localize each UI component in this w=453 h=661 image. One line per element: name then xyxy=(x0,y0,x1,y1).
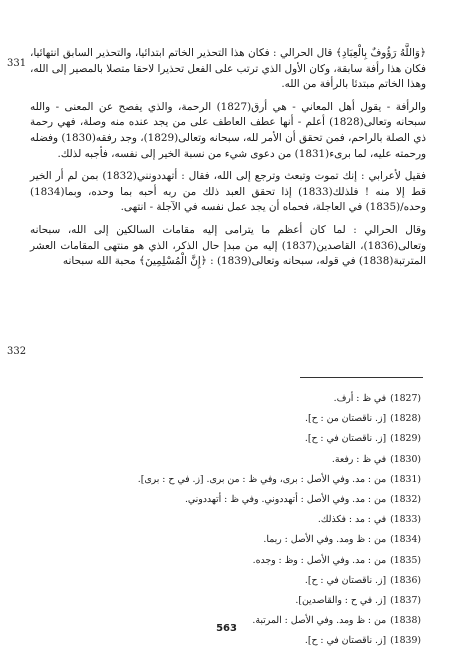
footnote-number: (1831) xyxy=(390,473,421,485)
footnote-number: (1834) xyxy=(390,534,421,546)
footnote-text: [ز. في ح : والقاصدين]. xyxy=(295,595,387,607)
footnote-1835 xyxy=(41,551,421,571)
footnote-number: (1838) xyxy=(390,615,421,627)
paragraph-1: ﴿وَاللَّهُ رَؤُوفٌ بِالْعِبَادِ﴾ قال الحرالي : فكان هذا التحذير الخاتم ابتدائيا، والتحذير السابق انتهائيا، فكان هذا رأفة سابقة، وكان الأول الذي ترتب على الفعل تحذيرا لاحقا متصلا بالمصير إلى الله، وهذا الخاتم مبتدئا بالرأفة من الله. xyxy=(30,47,426,91)
footnote-1829 xyxy=(41,429,421,449)
footnote-1831 xyxy=(41,470,421,490)
footnote-1830 xyxy=(41,450,421,470)
footnote-1836 xyxy=(41,571,421,591)
footnote-1833 xyxy=(41,510,421,530)
footnote-number: (1829) xyxy=(390,433,421,445)
footnote-text: من : ظ ومد. وفي الأصل : ربما. xyxy=(263,534,387,546)
footnote-number: (1827) xyxy=(390,393,421,404)
paragraph-3: فقيل لأعرابي : إنك تموت وتبعث وترجع إلى الله، فقال : أتهددونني(1832) بمن لم أر الخير قط إلا منه ! فلذلك(1833) إذا تحقق العبد ذلك من ربه أحبه بما وحده، وبما(1834) وحده/(1835) في العاجلة، فحماه أن يجد عمل نفسه في الآجلة - انتهى. xyxy=(30,170,426,214)
footnote-text: من : ظ ومد. وفي الأصل : المرتبة. xyxy=(252,615,387,627)
footnote-number: (1833) xyxy=(390,514,421,526)
footnote-number: (1828) xyxy=(390,413,421,425)
footnote-1837 xyxy=(41,591,421,611)
source-page-ref-top: 331 xyxy=(7,58,27,69)
footnote-text: من : مد. وفي الأصل : أتهددوني. وفي ظ : أتهددوني. xyxy=(184,494,387,506)
footnote-number: (1837) xyxy=(390,595,421,607)
page-number: 563 xyxy=(216,623,237,634)
footnote-text: [ز. ناقصتان من : ح]. xyxy=(305,413,387,425)
footnote-text: من : مد. وفي الأصل : برى، وفي ظ : من برى. [ز. في ح : برى]. xyxy=(137,473,387,485)
footnote-1832 xyxy=(41,490,421,510)
footnote-1834 xyxy=(41,530,421,550)
footnote-number: (1836) xyxy=(390,574,421,586)
paragraph-4: وقال الحرالي : لما كان أعظم ما يترامى إليه مقامات السالكين إلى الله، سبحانه وتعالى(1836)، القاصدين(1837) إليه من مبدإ حال الذكر، الذي هو منتهى المقامات العشر المترتبة(1838) في قوله، سبحانه وتعالى(1839) : ﴿إِنَّ الْمُسْلِمِينَ﴾ محبة الله سبحانه xyxy=(30,223,426,268)
footnote-number: (1839) xyxy=(390,635,421,647)
footnote-text: في ظ : رفعة. xyxy=(331,453,387,465)
footnote-number: (1830) xyxy=(390,453,421,465)
paragraph-2: والرأفة - يقول أهل المعاني - هي أرق(1827) الرحمة، والذي يفصح عن المعنى - والله سبحانه وتعالى(1828) أعلم - أنها عطف العاطف على من يجد عنده منه وصلة، فهي رحمة ذي الصلة بالراحم، فمن تحقق أن الأمر لله، سبحانه وتعالى(1829)، وجد رفقه(1830) وفضله ورحمته عليه، لما برىء(1831) من دعوى شيء من نسبة الخير إلى نفسه، فأجبه لذلك. xyxy=(30,100,426,160)
main-text xyxy=(30,46,426,277)
footnote-text: في ظ : أرف. xyxy=(333,393,387,404)
footnote-text: [ز. ناقصتان في : ح]. xyxy=(304,433,387,445)
footnote-number: (1832) xyxy=(390,494,421,506)
footnote-text: [ز. ناقصتان في : ح]. xyxy=(304,635,387,647)
footnote-1827 xyxy=(41,389,421,409)
footnote-number: (1835) xyxy=(390,554,421,566)
footnote-text: [ز. ناقصتان في : ح]. xyxy=(304,574,387,586)
footnote-text: في : مد : فكذلك. xyxy=(317,514,387,526)
source-page-ref-mid: 332 xyxy=(7,346,27,357)
footnote-separator xyxy=(300,377,423,378)
footnote-1828 xyxy=(41,409,421,429)
footnote-text: من : مد. وفي الأصل : وظ : وجده. xyxy=(252,554,387,566)
footnote-1839 xyxy=(41,631,421,651)
footnotes xyxy=(41,389,421,652)
